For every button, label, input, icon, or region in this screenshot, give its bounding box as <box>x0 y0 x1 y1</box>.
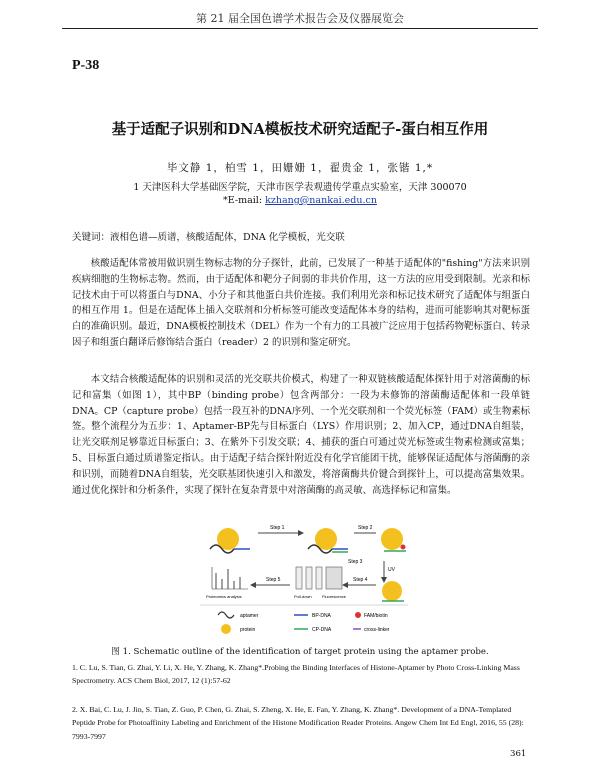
abstract-paragraph-1 <box>72 256 530 351</box>
reference-1: 1. C. Lu, S. Tian, G. Zhai, Y. Li, X. He, Y. Zhang, K. Zhang*.Probing the Binding Interfaces of Histone-Aptamer by Photo Cross-Linking Mass Spectrometry. ACS Chem Biol, 2017, 12 (1):57-62 <box>72 663 520 686</box>
running-header: 第 21 届全国色谱学术报告会及仪器展览会 <box>196 12 404 25</box>
affiliation: 1 天津医科大学基础医学院，天津市医学表观遗传学重点实验室，天津 300070 <box>133 182 467 193</box>
paragraph-2-text: 本文结合核酸适配体的识别和灵活的光交联共价模式，构建了一种双链核酸适配体探针用于对溶菌酶的标记和富集（如图 1），其中BP（binding probe）包含两部分：一段为未修饰的溶菌酶适配体和一段单链DNA。CP（capture probe）包括一段互补的DNA序列、一个光交联剂和一个荧光标签（FAM）或生物素标签。整个流程分为五步：1、Aptamer-BP先与目标蛋白（LYS）作用识别；2、加入CP，通过DNA自组装，让光交联剂足够靠近目标蛋白；3、在紫外下引发交联；4、捕获的蛋白可通过荧光标签或生物素检测或富集；5、目标蛋白通过质谱鉴定指认。由于适配子结合探针附近没有化学官能团干扰，能够保证适配体与溶菌酶的亲和识别，而随着DNA自组装，光交联基团快速引入和激发，将溶菌酶共价键合到探针上，可以提高富集效果。通过优化探针和分析条件，实现了探针在复杂背景中对溶菌酶的高灵敏、高选择标记和富集。 <box>72 374 530 496</box>
step-label: Step 5 <box>266 577 281 583</box>
step-label: Step 2 <box>358 525 373 531</box>
reference-2: 2. X. Bai, C. Lu, J. Jin, S. Tian, Z. Guo, P. Chen, G. Zhai, S. Zheng, X. He, E. Fan, Y. Zhang, K. Zhang*. Development of a DNA-Templated Peptide Probe for Photoaffinity Labeling and Enrichment of the Histone Modification Reader Proteins. Angew Chem Int Ed Engl, 2016, 55 (28): 7993-7997 <box>72 705 524 741</box>
legend-label: cross-linker <box>364 627 390 633</box>
figure-caption: 图 1. Schematic outline of the identification of target protein using the aptamer probe. <box>111 647 489 657</box>
bottom-label: Pull-down <box>294 594 312 599</box>
bottom-label: Proteomics analysis <box>206 594 242 599</box>
paragraph-1-text: 核酸适配体常被用做识别生物标志物的分子探针，此前，已发展了一种基于适配体的"fishing"方法来识别疾病细胞的生物标志物。然而，由于适配体和靶分子间弱的非共价作用，这一方法的应用受到限制。光亲和标记技术由于可以将蛋白与DNA、小分子和其他蛋白共价连接。我们利用光亲和标记技术研究了适配体与组蛋白的相互作用 1。但是在适配体上插入交联剂和分析标签可能改变适配体本身的结构，进而可能影响其对靶标蛋白的准确识别。最近，DNA模板控制技术（DEL）作为一个有力的工具被广泛应用于包括药物靶标蛋白、转录因子和组蛋白翻译后修饰结合蛋白（reader）2 的识别和鉴定研究。 <box>72 258 530 348</box>
uv-label: UV <box>388 567 395 573</box>
legend-label: FAM/biotin <box>364 613 388 619</box>
legend-label: aptamer <box>240 613 259 619</box>
legend-label: protein <box>240 627 256 633</box>
email-label: *E-mail: <box>223 195 266 206</box>
step-label: Step 4 <box>353 577 368 583</box>
page-number: 361 <box>510 749 527 759</box>
step-label: Step 1 <box>270 525 285 531</box>
legend-label: CP-DNA <box>312 627 332 633</box>
keywords: 关键词：液相色谱—质谱，核酸适配体，DNA 化学模板，光交联 <box>72 232 345 243</box>
paper-title: 基于适配子识别和DNA模板技术研究适配子-蛋白相互作用 <box>111 121 489 138</box>
abstract-paragraph-2 <box>72 372 530 498</box>
schematic-figure <box>198 519 410 637</box>
paper-id: P-38 <box>72 58 100 73</box>
legend-label: BP-DNA <box>312 613 331 619</box>
email-link[interactable]: kzhang@nankai.edu.cn <box>265 195 377 206</box>
bottom-label: Fluorescence <box>322 594 347 599</box>
author-list: 毕文静 1，柏雪 1，田姗姗 1，翟贵金 1，张锴 1,* <box>166 162 434 174</box>
contact-email <box>0 195 600 206</box>
step-label: Step 3 <box>348 559 363 565</box>
header-rule <box>62 28 538 29</box>
